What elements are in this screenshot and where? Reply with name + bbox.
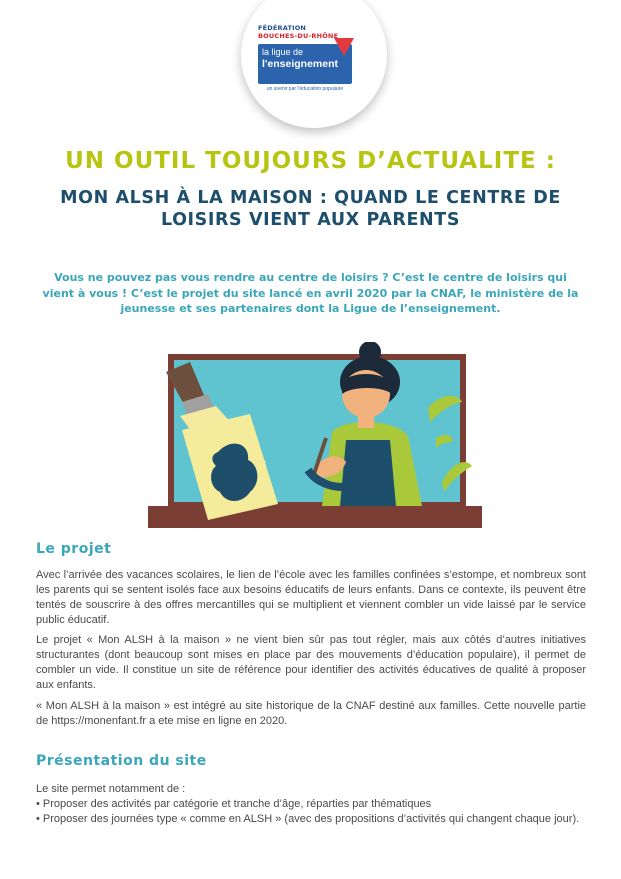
section-heading-presentation: Présentation du site: [36, 753, 207, 769]
list-item: • Proposer des activités par catégorie et tranche d’âge, réparties par thématiques: [36, 798, 432, 810]
federation-line-2: BOUCHES-DU-RHÔNE: [258, 32, 339, 40]
federation-line-1: FÉDÉRATION: [258, 24, 307, 32]
list-item: • Proposer des journées type « comme en ALSH » (avec des propositions d’activités qui changent chaque jour).: [36, 813, 580, 825]
federation-label: [258, 24, 338, 40]
presentation-lead: Le site permet notamment de :: [36, 783, 186, 795]
projet-paragraph-1: Avec l’arrivée des vacances scolaires, le lien de l’école avec les familles confinées s’estompe, et nombreux sont les parents qui se sentent isolés face aux besoins éducatifs de leurs enfants. Dans ce contexte, ils peuvent être tentés de souscrire à des offres mercantilles qui se multiplient et viennent combler un vide laissé par le service public éducatif.: [36, 569, 586, 626]
logo-tagline: un avenir par l'éducation populaire: [266, 86, 344, 92]
projet-paragraph-3: « Mon ALSH à la maison » est intégré au site historique de la CNAF destiné aux familles. Cette nouvelle partie de https://monenfant.fr a ete mise en ligne en 2020.: [36, 700, 586, 727]
shelf: [148, 506, 482, 528]
page-title: UN OUTIL TOUJOURS D’ACTUALITE :: [65, 148, 556, 174]
logo-triangle-icon: [334, 38, 354, 56]
intro-text: Vous ne pouvez pas vous rendre au centre de loisirs ? C’est le centre de loisirs qui vient à vous ! C’est le projet du site lancé en avril 2020 par la CNAF, le ministère de la jeunesse et ses partenaires dont la Ligue de l’enseignement.: [42, 271, 579, 315]
ligue-logo-line-2: l'enseignement: [262, 58, 339, 70]
presentation-list: [36, 782, 586, 827]
projet-paragraph-2: Le projet « Mon ALSH à la maison » ne vient bien sûr pas tout régler, mais aux côtés d’autres initiatives structurantes (dont beaucoup sont mises en place par des mouvements d’éducation populaire), il permet de combler un vide. Il constitue un site de référence pour identifier des activités éducatives de qualité à proposer aux enfants.: [36, 634, 586, 691]
section-heading-projet: Le projet: [36, 541, 112, 557]
illustration-painting-girl: [146, 342, 486, 532]
ligue-logo-line-1: la ligue de: [262, 47, 304, 57]
page-subtitle: MON ALSH À LA MAISON : QUAND LE CENTRE DE LOISIRS VIENT AUX PARENTS: [60, 188, 561, 230]
